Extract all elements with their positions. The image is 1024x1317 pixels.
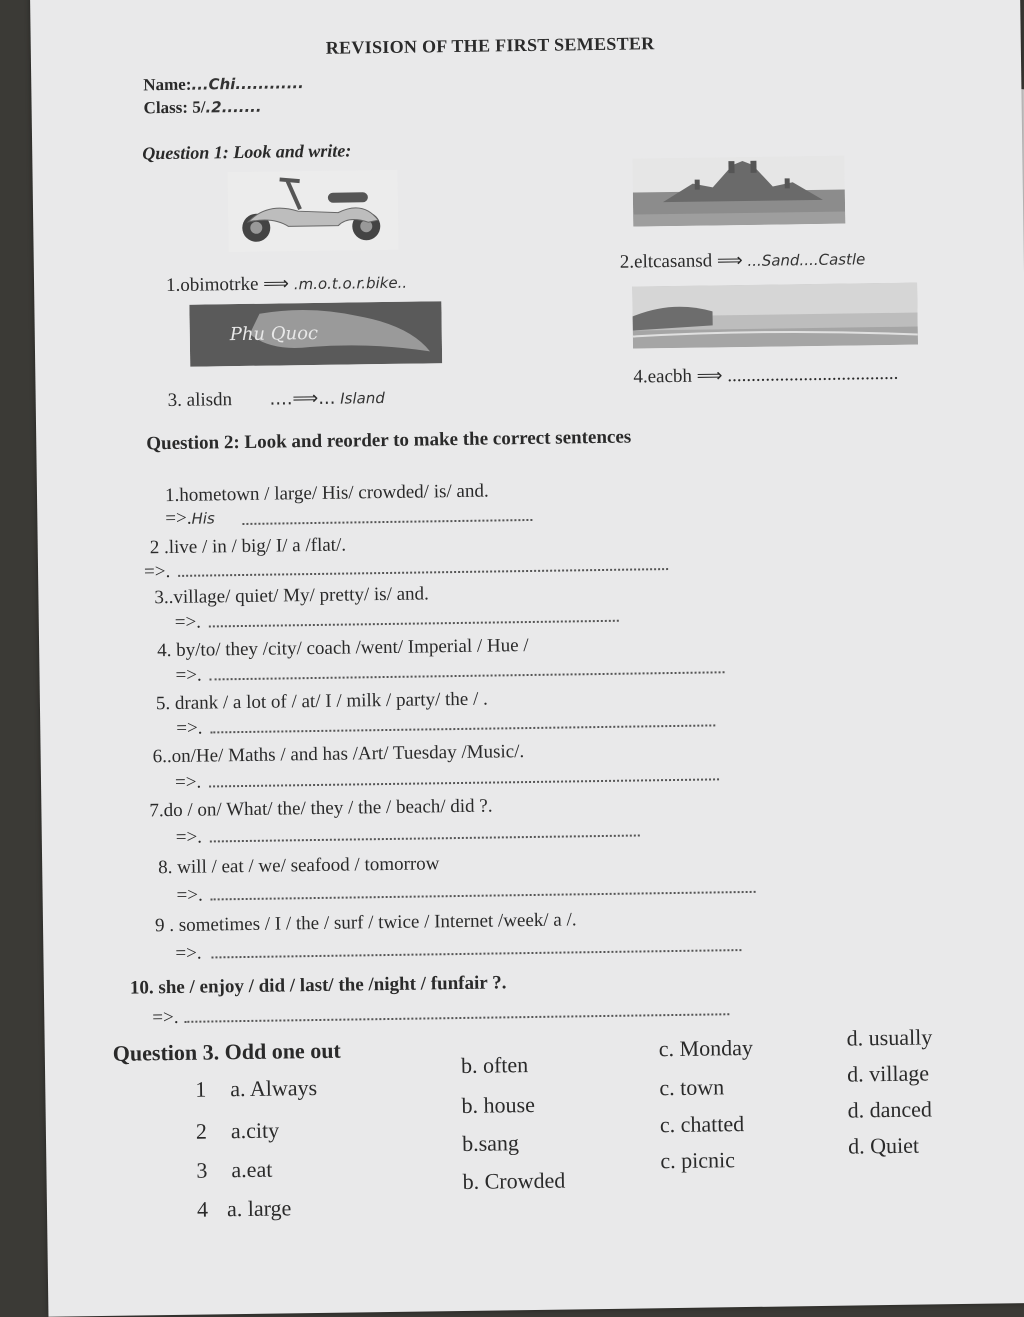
q1-item-4-label: 4.eacbh (633, 365, 693, 388)
arrow-icon: ....⟹... (269, 387, 336, 410)
q3-row-3-num: 3 (196, 1157, 208, 1183)
q3-row-2-d: d. village (846, 1060, 930, 1087)
q1-item-4 (633, 363, 898, 389)
answer-line (178, 564, 668, 577)
beach-image (632, 283, 918, 349)
q2-item-7: 7.do / on/ What/ the/ they / the / beach/ did ?. (149, 795, 493, 822)
q2-item-8: 8. will / eat / we/ seafood / tomorrow (158, 853, 440, 879)
answer-line (211, 945, 741, 958)
q3-row-2-c: c. town (659, 1074, 725, 1101)
q2-answer-3: =>. (174, 611, 202, 633)
q2-answer-2: =>. (143, 561, 171, 583)
question3-heading: Question 3. Odd one out (112, 1037, 341, 1066)
answer-line (242, 515, 532, 525)
answer-line (210, 830, 640, 842)
name-value: ...Chi............ (191, 74, 304, 94)
q3-row-3-b: b.sang (461, 1130, 520, 1156)
q2-answer-9: =>. (175, 942, 202, 964)
q2-answer-4: =>. (175, 664, 202, 686)
q2-answer-10: =>. (152, 1006, 179, 1029)
q3-row-1-c: c. Monday (658, 1034, 754, 1062)
q1-item-1-answer: .m.o.t.o.r.bike.. (293, 273, 408, 294)
q3-row-1-a: a. Always (230, 1075, 318, 1102)
island-caption: Phu Quoc (229, 322, 319, 346)
q3-row-4-a: a. large (226, 1195, 292, 1222)
q2-item-3: 3..village/ quiet/ My/ pretty/ is/ and. (154, 583, 429, 609)
class-label: Class: 5/ (143, 97, 206, 118)
q1-item-4-answer-line: .................................... (727, 362, 899, 387)
q2-item-2: 2 .live / in / big/ I/ a /flat/. (149, 534, 347, 559)
sandcastle-image (632, 156, 845, 227)
q1-item-3-label: 3. alisdn (167, 389, 233, 412)
q3-row-4-b: b. Crowded (462, 1167, 566, 1194)
motorbike-image (228, 170, 399, 252)
arrow-icon: ⟹ (263, 273, 290, 295)
answer-prompt: =>. (165, 507, 192, 530)
class-field (143, 97, 261, 119)
arrow-icon: ⟹ (696, 365, 723, 387)
answer-line (184, 1009, 729, 1023)
q1-item-2-label: 2.eltcasansd (619, 250, 713, 273)
q3-row-4-c: c. picnic (660, 1147, 736, 1174)
question2-heading: Question 2: Look and reorder to make the correct sentences (146, 426, 632, 455)
q2-answer-8: =>. (176, 884, 203, 906)
answer-line (209, 774, 719, 787)
q2-item-4: 4. by/to/ they /city/ coach /went/ Imperial / Hue / (157, 635, 529, 662)
q2-answer-5: =>. (176, 717, 203, 739)
q1-item-1-label: 1.obimotrke (165, 273, 259, 297)
q3-row-3-c: c. chatted (659, 1111, 745, 1138)
q3-row-3-a: a.eat (231, 1156, 273, 1183)
name-field (143, 73, 304, 95)
island-image (189, 301, 442, 367)
q3-row-1-b: b. often (460, 1052, 529, 1078)
answer-line (210, 667, 725, 680)
q3-row-2-a: a.city (230, 1117, 280, 1144)
q1-item-2 (620, 248, 866, 273)
q1-item-2-answer: ...Sand....Castle (747, 250, 866, 270)
q3-row-2-b: b. house (461, 1091, 536, 1118)
worksheet-title: REVISION OF THE FIRST SEMESTER (325, 33, 655, 58)
q3-row-1-num: 1 (195, 1076, 207, 1102)
name-label: Name: (143, 74, 192, 95)
q2-item-5: 5. drank / a lot of / at/ I / milk / party/ the / . (155, 688, 488, 715)
q2-answer-1-value: His (191, 509, 215, 528)
q2-item-6: 6..on/He/ Maths / and has /Art/ Tuesday /Music/. (152, 741, 525, 768)
q2-answer-6: =>. (174, 771, 202, 793)
q2-answer-1 (165, 507, 215, 530)
arrow-icon: ⟹ (716, 249, 743, 272)
q3-row-3-d: d. danced (847, 1096, 933, 1123)
q2-item-10: 10. she / enjoy / did / last/ the /night / funfair ?. (129, 972, 507, 999)
worksheet-paper (30, 0, 1024, 1317)
class-value: .2....... (205, 97, 262, 117)
q3-row-4-d: d. Quiet (847, 1132, 920, 1159)
q1-item-3-answer: Island (340, 388, 385, 408)
answer-line (211, 887, 756, 901)
q1-item-1 (166, 272, 407, 297)
answer-line (210, 720, 715, 733)
q1-item-3 (168, 387, 385, 412)
q3-row-2-num: 2 (195, 1118, 208, 1144)
q2-item-9: 9 . sometimes / I / the / surf / twice / Internet /week/ a /. (154, 909, 577, 937)
q3-row-1-d: d. usually (846, 1024, 933, 1051)
question1-heading: Question 1: Look and write: (142, 140, 352, 164)
q2-item-1: 1.hometown / large/ His/ crowded/ is/ and. (164, 480, 489, 507)
answer-line (209, 616, 619, 628)
q3-row-4-num: 4 (196, 1196, 209, 1222)
q2-answer-7: =>. (175, 826, 203, 848)
